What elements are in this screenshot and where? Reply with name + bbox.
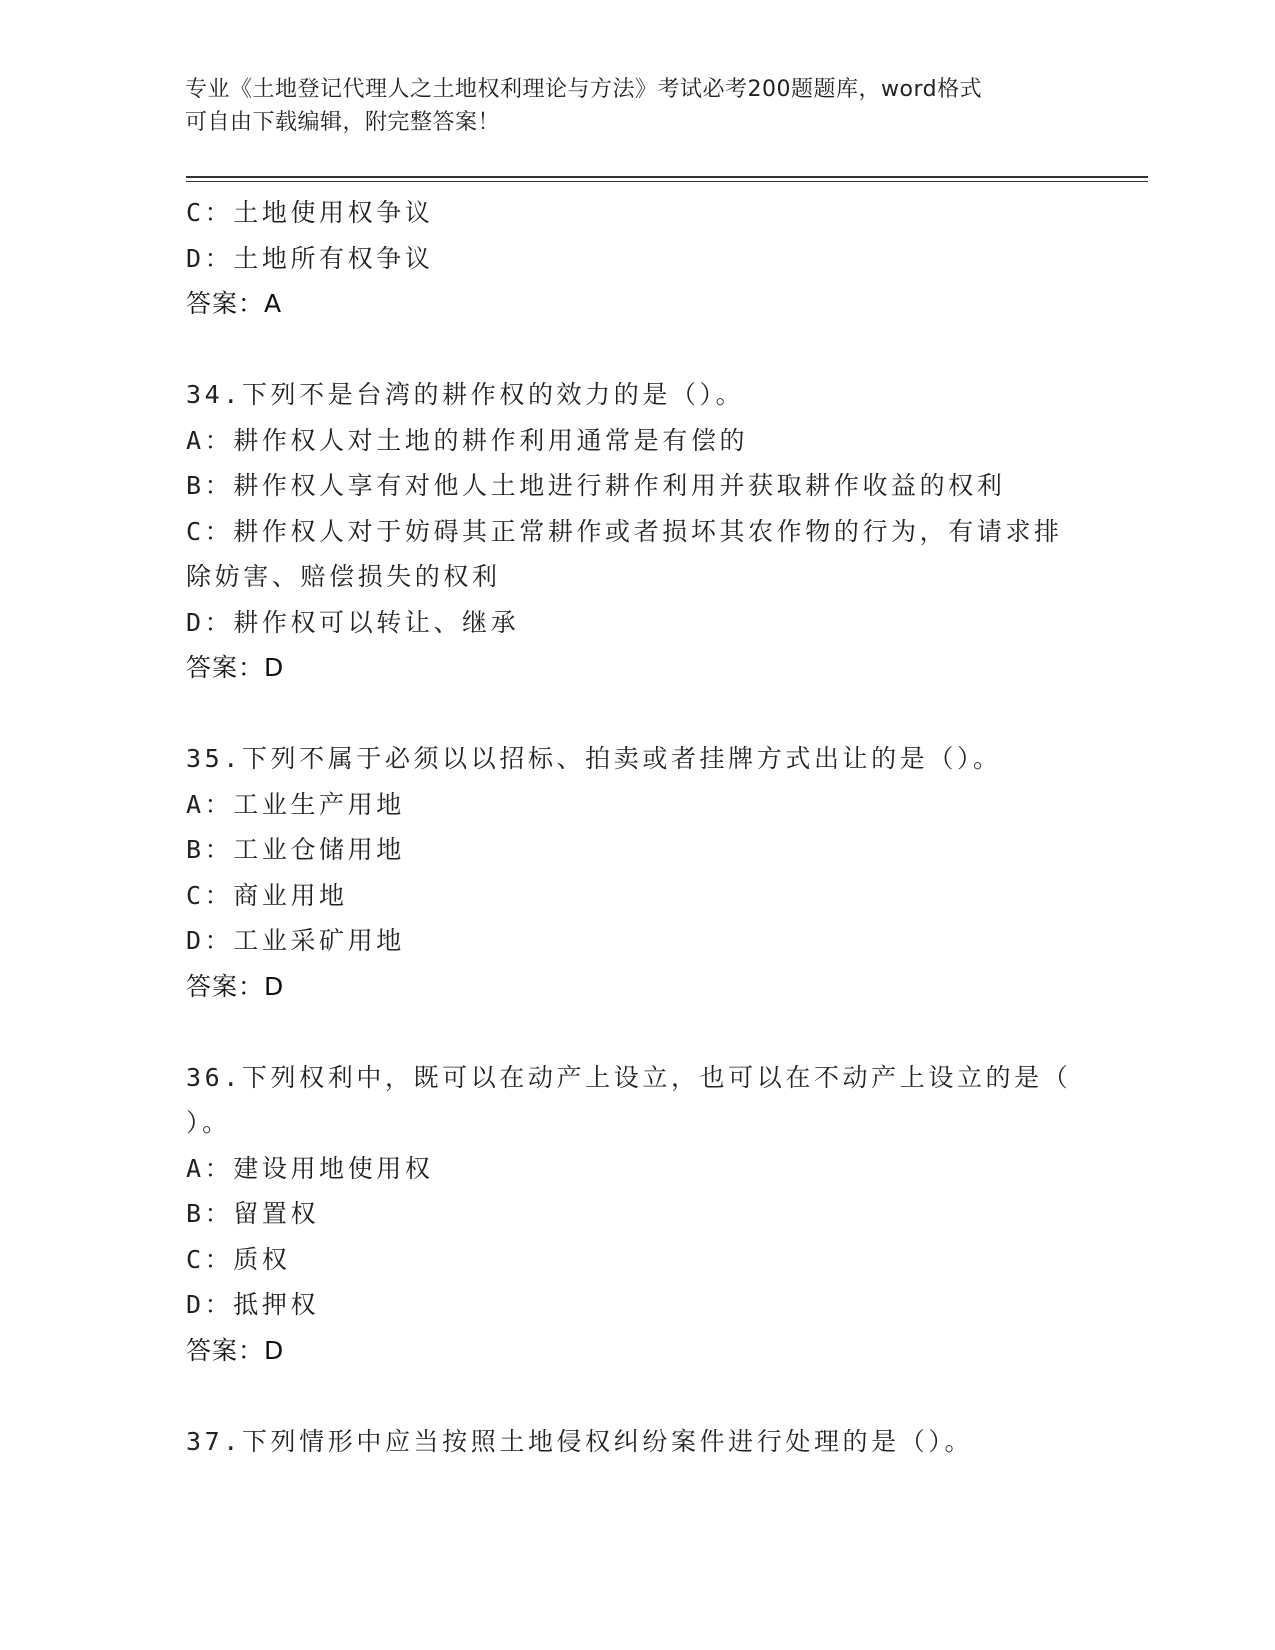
- option-c: C：商业用地: [186, 880, 348, 910]
- option-d: D：耕作权可以转让、继承: [186, 607, 520, 637]
- option-d: D：土地所有权争议: [186, 243, 434, 273]
- option-b: B：留置权: [186, 1199, 320, 1228]
- answer-label: 答案：D: [186, 971, 285, 1001]
- question-list: [186, 190, 1086, 1464]
- spacer: [186, 1373, 1086, 1419]
- question-stem: 34.下列不是台湾的耕作权的效力的是（）。: [186, 380, 745, 409]
- answer-label: 答案：D: [186, 653, 285, 682]
- option-c: C：耕作权人对于妨碍其正常耕作或者损坏其农作物的行为，有请求排: [186, 516, 1063, 546]
- option-a: A：工业生产用地: [186, 789, 405, 819]
- header-divider-thin: [186, 181, 1148, 182]
- option-b: B：耕作权人享有对他人土地进行耕作利用并获取耕作收益的权利: [186, 471, 1006, 500]
- option-a: A：耕作权人对土地的耕作利用通常是有偿的: [186, 425, 749, 455]
- document-header: [185, 73, 1085, 139]
- question-block-37: [186, 1419, 1086, 1465]
- option-b: B：工业仓储用地: [186, 835, 405, 864]
- question-block-36: [186, 1055, 1086, 1374]
- spacer: [186, 327, 1086, 373]
- question-stem: 37.下列情形中应当按照土地侵权纠纷案件进行处理的是（）。: [186, 1426, 974, 1456]
- question-block-33: [186, 190, 1086, 327]
- option-c: C：质权: [186, 1244, 291, 1274]
- answer-label: 答案：D: [186, 1335, 285, 1365]
- spacer: [186, 691, 1086, 737]
- question-block-35: [186, 736, 1086, 1009]
- option-d: D：工业采矿用地: [186, 926, 405, 955]
- question-block-34: [186, 372, 1086, 691]
- spacer: [186, 1009, 1086, 1055]
- option-c: C：土地使用权争议: [186, 198, 434, 227]
- header-title-line2: 可自由下载编辑，附完整答案！: [185, 110, 501, 135]
- option-a: A：建设用地使用权: [186, 1153, 434, 1183]
- question-stem: 36.下列权利中，既可以在动产上设立，也可以在不动产上设立的是（: [186, 1062, 1072, 1092]
- header-divider-thick: [186, 176, 1148, 178]
- question-stem-continued: ）。: [186, 1108, 231, 1137]
- header-title-line1: 专业《土地登记代理人之土地权利理论与方法》考试必考200题题库，word格式: [185, 77, 983, 102]
- option-d: D：抵押权: [186, 1290, 320, 1319]
- option-c-continued: 除妨害、赔偿损失的权利: [186, 562, 501, 591]
- question-stem: 35.下列不属于必须以以招标、拍卖或者挂牌方式出让的是（）。: [186, 744, 1002, 773]
- answer-label: 答案：A: [186, 289, 283, 318]
